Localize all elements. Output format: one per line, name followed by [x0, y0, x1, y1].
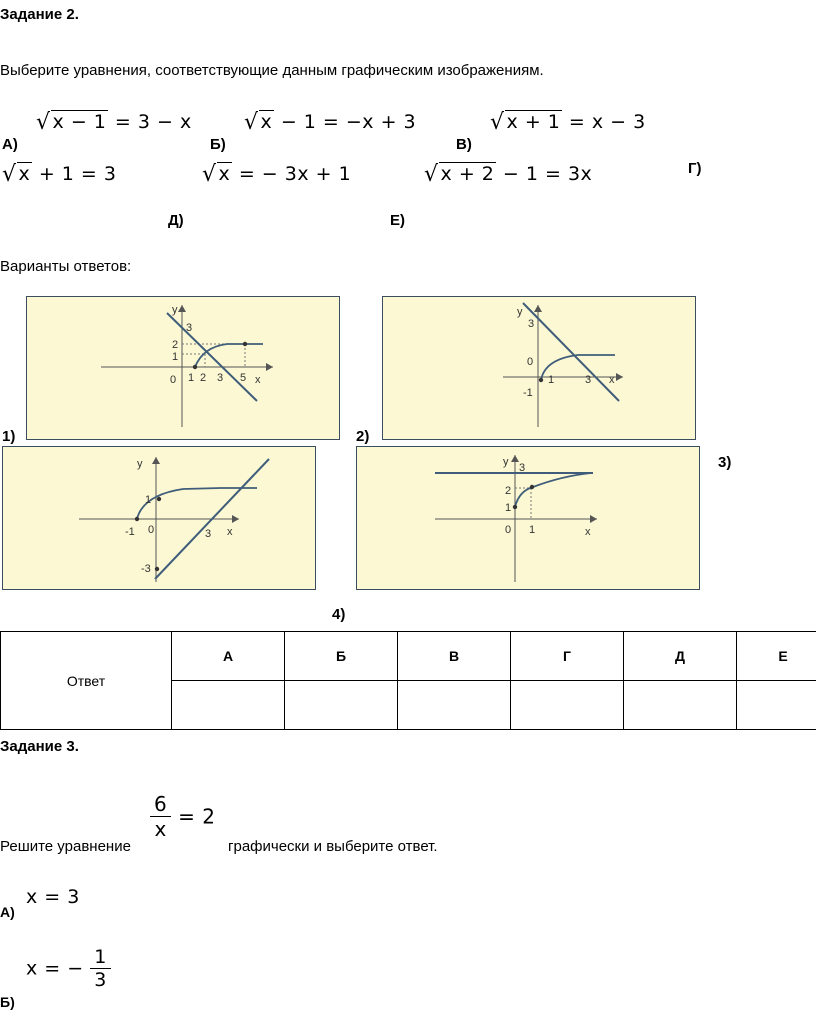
graph-2-tick-x-1: 1: [548, 374, 555, 386]
graph-1-tick-x-1: 1: [188, 372, 195, 384]
graph-3-axis-y: y: [137, 458, 143, 470]
graph-3-tick-x-neg1: -1: [125, 526, 135, 538]
graph-3: [2, 446, 316, 590]
equation-v-label: В): [456, 136, 472, 153]
answer-table: [0, 631, 816, 730]
equation-e-label: Е): [390, 212, 405, 229]
graph-2-tick-y-neg1: -1: [523, 387, 533, 399]
variants-title: Варианты ответов:: [0, 258, 132, 275]
answer-col-g: Г: [511, 632, 624, 681]
graph-4-label: 4): [332, 606, 346, 623]
task3-title: Задание 3.: [0, 738, 79, 755]
equation-b: √ x − 1 = −x + 3: [244, 110, 417, 135]
answer-col-a: А: [172, 632, 285, 681]
answer-row-label: Ответ: [1, 632, 172, 730]
graph-4-tick-y-3: 3: [519, 462, 526, 474]
graph-3-axis-x: x: [227, 526, 233, 538]
graph-3-tick-x-3: 3: [205, 528, 212, 540]
equation-v: √ x + 1 = x − 3: [490, 110, 646, 135]
graph-2-axis-x: x: [609, 374, 615, 386]
task3-instruction-after: графически и выберите ответ.: [228, 838, 438, 855]
equation-a: √ x − 1 = 3 − x: [36, 110, 192, 135]
graph-2: [382, 296, 696, 440]
graph-3-label: 3): [718, 454, 732, 471]
graph-2-label: 2): [356, 428, 370, 445]
graph-3-tick-y-neg3: -3: [141, 563, 151, 575]
graph-1-axis-y: y: [172, 304, 178, 316]
equation-d-label: Д): [168, 212, 184, 229]
graph-1-tick-y-2: 2: [172, 339, 179, 351]
equation-b-label: Б): [210, 136, 226, 153]
task2-title: Задание 2.: [0, 6, 79, 23]
task2-instruction: Выберите уравнения, соответствующие данным графическим изображениям.: [0, 62, 544, 79]
graph-1-label: 1): [2, 428, 16, 445]
graph-4-tick-y-1: 1: [505, 502, 512, 514]
graph-3-tick-y-1: 1: [145, 494, 152, 506]
graph-2-tick-x-3: 3: [585, 374, 592, 386]
graph-1-tick-y-1: 1: [172, 351, 179, 363]
graph-2-origin: 0: [527, 356, 534, 368]
graph-4-tick-x-1: 1: [529, 524, 536, 536]
task3-option-a: x = 3: [26, 886, 80, 908]
graph-1-tick-x-5: 5: [240, 372, 247, 384]
graph-4: [356, 446, 700, 590]
graph-1: [26, 296, 340, 440]
answer-col-e: Е: [737, 632, 816, 681]
equation-d: √ x = − 3x + 1: [202, 162, 352, 187]
task3-equation: $\frac{6}{x}$ = 2: [150, 792, 215, 841]
answer-cell-a[interactable]: [172, 681, 285, 730]
equation-g: √ x + 1 = 3: [2, 162, 117, 187]
equation-e: √ x + 2 − 1 = 3x: [424, 162, 593, 187]
answer-cell-v[interactable]: [398, 681, 511, 730]
graph-4-origin: 0: [505, 524, 512, 536]
graph-4-tick-y-2: 2: [505, 485, 512, 497]
graph-2-tick-y-3: 3: [528, 318, 535, 330]
answer-cell-d[interactable]: [624, 681, 737, 730]
answer-col-b: Б: [285, 632, 398, 681]
graph-3-origin: 0: [148, 524, 155, 536]
graph-4-axis-y: y: [503, 456, 509, 468]
task3-instruction-before: Решите уравнение: [0, 838, 131, 855]
answer-col-d: Д: [624, 632, 737, 681]
task3-option-b: x = − $\frac{1}{3}$: [26, 946, 111, 991]
graph-1-tick-x-3: 3: [217, 372, 224, 384]
graph-1-axis-x: x: [255, 374, 261, 386]
answer-cell-b[interactable]: [285, 681, 398, 730]
graph-1-origin: 0: [170, 374, 177, 386]
equation-a-label: А): [2, 136, 18, 153]
graph-1-tick-x-2: 2: [200, 372, 207, 384]
answer-cell-e[interactable]: [737, 681, 816, 730]
graph-4-axis-x: x: [585, 526, 591, 538]
equation-g-label: Г): [688, 160, 702, 177]
graph-2-axis-y: y: [517, 306, 523, 318]
task3-option-b-label: Б): [0, 994, 15, 1010]
answer-col-v: В: [398, 632, 511, 681]
task3-option-a-label: А): [0, 904, 15, 920]
graph-1-tick-y-3: 3: [186, 322, 193, 334]
answer-cell-g[interactable]: [511, 681, 624, 730]
